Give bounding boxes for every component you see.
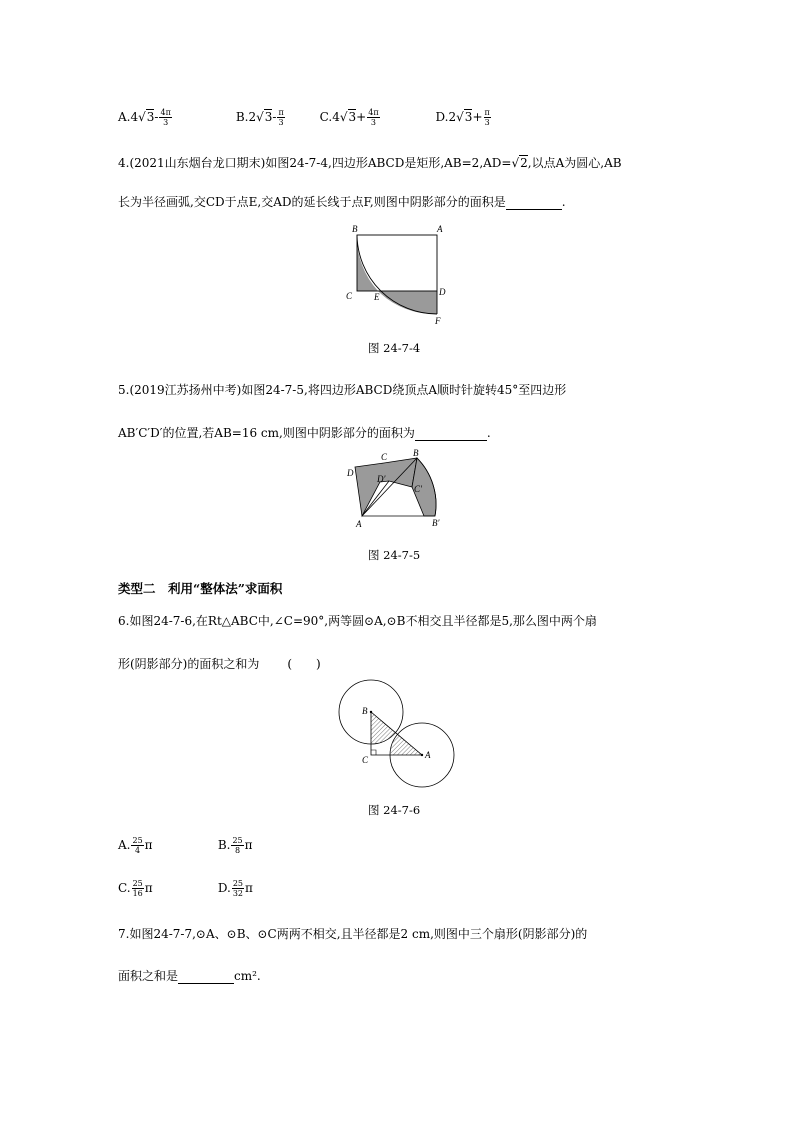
q6-options-row-2 [118,879,253,898]
fraction: $\frac{25}{16}$ [132,879,143,898]
q5-text-line-2: AB′C′D′的位置,若AB=16 cm,则图中阴影部分的面积为 . [118,426,491,440]
q6-option-c[interactable]: C. $\frac{25}{16}$ π [118,879,153,898]
label-d-prime: D′ [377,474,386,484]
q6-text-line-1: 6.如图24-7-6,在Rt△ABC中,∠C=90°,两等圆⊙A,⊙B不相交且半径都是5,那么图中两个扇 [118,614,597,628]
q7-text-line-1: 7.如图24-7-7,⊙A、⊙B、⊙C两两不相交,且半径都是2 cm,则图中三个扇形(阴影部分)的 [118,927,588,941]
q4-text-line-1: 4.(2021山东烟台龙口期末)如图24-7-4,四边形ABCD是矩形,AB=2,AD=√2,以点A为圆心,AB [118,156,622,170]
fraction: $\frac{25}{32}$ [232,879,244,898]
label-a: A [437,224,443,234]
center-b [370,711,372,713]
label-b: B [413,448,419,458]
fraction: $\frac{\pi}{3}$ [484,108,490,127]
section-heading: 类型二 利用“整体法”求面积 [118,581,283,596]
answer-blank[interactable] [506,195,562,210]
q4-text-line-2: 长为半径画弧,交CD于点E,交AD的延长线于点F,则图中阴影部分的面积是 . [118,195,566,209]
shaded-region-top [355,458,417,516]
fraction: $\frac{25}{8}$ [232,836,243,855]
sector-b [371,712,395,744]
q6-option-a[interactable]: A. $\frac{25}{4}$ π [118,836,153,855]
label-b: B [352,224,358,234]
q6-options-row-1 [118,836,253,855]
label-a: A [425,750,431,760]
q3-options [118,108,492,127]
q3-option-a[interactable]: A.4√3- $\frac{4\pi}{3}$ [118,108,171,127]
label-d: D [439,287,446,297]
figure-24-7-6 [334,678,460,798]
fraction: $\frac{\pi}{3}$ [278,108,284,127]
label-c: C [346,291,353,301]
label-a: A [356,519,362,529]
figure-caption: 图 24-7-5 [368,548,421,562]
sector-a [390,734,422,755]
q6-option-d[interactable]: D. $\frac{25}{32}$ π [217,879,253,898]
center-a [421,754,423,756]
q3-option-c[interactable]: C.4√3+ $\frac{4\pi}{3}$ [319,108,379,127]
answer-blank[interactable] [415,426,487,441]
label-f: F [435,316,441,326]
label-d: D [347,468,354,478]
label-b: B [362,706,368,716]
figure-caption: 图 24-7-6 [368,803,421,817]
label-c-prime: C′ [414,484,422,494]
right-angle-mark [371,750,376,755]
fraction: $\frac{4\pi}{3}$ [160,108,171,127]
figure-caption: 图 24-7-4 [368,341,421,355]
fraction: $\frac{25}{4}$ [132,836,143,855]
q3-option-d[interactable]: D.2√3+ $\frac{\pi}{3}$ [435,108,490,127]
label-c: C [362,755,369,765]
figure-24-7-4 [340,220,460,330]
label-c: C [381,452,388,462]
label-b-prime: B′ [432,518,440,528]
figure-24-7-5 [340,448,460,538]
shaded-region-left [357,235,378,291]
fraction: $\frac{4\pi}{3}$ [368,108,379,127]
q7-text-line-2: 面积之和是 cm². [118,969,261,983]
q6-option-b[interactable]: B. $\frac{25}{8}$ π [217,836,253,855]
label-e: E [374,292,380,302]
shaded-region-right [378,291,437,314]
q6-text-line-2: 形(阴影部分)的面积之和为 ( ) [118,657,321,671]
answer-blank[interactable] [178,969,234,984]
q3-option-b[interactable]: B.2√3- $\frac{\pi}{3}$ [235,108,284,127]
q5-text-line-1: 5.(2019江苏扬州中考)如图24-7-5,将四边形ABCD绕顶点A顺时针旋转45°至四边形 [118,383,567,397]
